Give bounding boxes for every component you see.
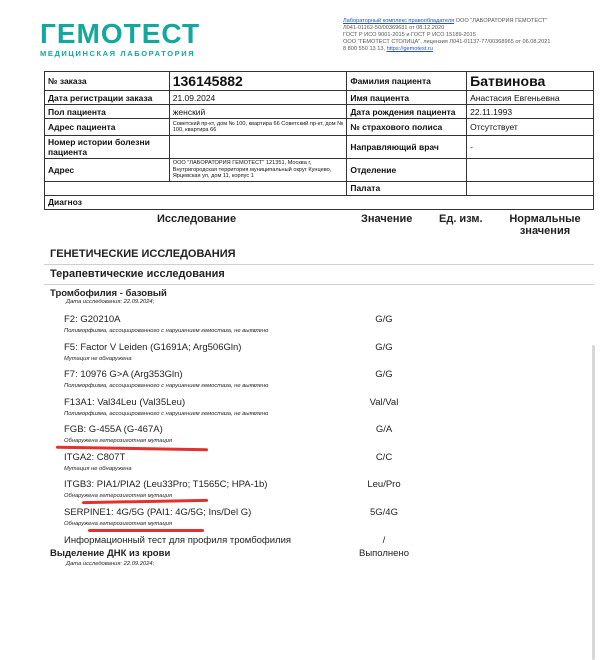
- history-number: [169, 136, 347, 159]
- divider: [44, 264, 594, 265]
- test-conclusion: Мутация не обнаружена: [64, 466, 132, 472]
- surname-label: Фамилия пациента: [347, 72, 467, 91]
- group-title: Тромбофилия - базовый: [50, 288, 167, 299]
- column-study: Исследование: [157, 213, 237, 225]
- test-value: 5G/4G: [370, 507, 398, 518]
- test-value: G/G: [375, 342, 393, 353]
- column-norm: Нормальные значения: [509, 213, 581, 237]
- test-name: Информационный тест для профиля тромбофилия: [64, 535, 292, 546]
- dna-title: Выделение ДНК из крови: [50, 548, 171, 559]
- patient-address: Советский пр-кт, дом № 100, квартира 66 Советский пр-кт, дом № 100, квартира 66: [169, 119, 347, 136]
- test-value: C/C: [375, 452, 393, 463]
- red-underline: [88, 529, 204, 532]
- test-name: FGB: G-455A (G-467A): [64, 424, 163, 435]
- test-value: G/G: [375, 314, 393, 325]
- test-value: /: [382, 535, 386, 546]
- birth-date: 22.11.1993: [467, 105, 594, 119]
- ward: [467, 181, 594, 195]
- order-number-label: № заказа: [45, 72, 170, 91]
- patient-name: Анастасия Евгеньевна: [467, 91, 594, 105]
- test-name: F13A1: Val34Leu (Val35Leu): [64, 397, 186, 408]
- group-date: Дата исследования: 22.09.2024;: [66, 299, 155, 305]
- column-unit: Ед. изм.: [439, 213, 483, 225]
- logo-subtitle: МЕДИЦИНСКАЯ ЛАБОРАТОРИЯ: [40, 49, 196, 58]
- test-conclusion: Полиморфизма, ассоциированного с нарушением гемостаза, не выявлено: [64, 383, 269, 389]
- order-number: 136145882: [169, 72, 347, 91]
- section-therapeutic: Терапевтические исследования: [50, 268, 225, 280]
- patient-info-table: № заказа 136145882 Фамилия пациента Батвинова Дата регистрации заказа 21.09.2024 Имя пациента Анастасия Евгеньевна Пол пациента женский Дата рождения пациента 22.11.1993 Адрес пациента Советский пр-кт, дом № 100, квартира 66 Советский пр-кт, дом № 100, квартира 66 № страхового полиса Отсутствует Номер истории болезни пациента Направляющий врач - Адрес ООО "ЛАБОРАТОРИЯ ГЕМОТЕСТ" 121351, Москва г, Внутригородская территория муниципальный округ Кунцево, Ярцевская ул, дом 11, корпус 1 Отделение Палата Диагноз: [44, 71, 594, 210]
- test-value: Leu/Pro: [367, 479, 401, 490]
- dna-value: Выполнено: [359, 548, 409, 559]
- diagnosis-label: Диагноз: [45, 195, 594, 209]
- test-value: G/G: [375, 369, 393, 380]
- test-name: F2: G20210A: [64, 314, 121, 325]
- test-name: ITGA2: C807T: [64, 452, 126, 463]
- surname: Батвинова: [467, 72, 594, 91]
- lab-complex-link[interactable]: Лабораторный комплекс правообладателя: [343, 18, 455, 24]
- site-link[interactable]: https://gemotest.ru: [386, 46, 433, 52]
- test-value: G/A: [375, 424, 393, 435]
- patient-sex: женский: [169, 105, 347, 119]
- test-value: Val/Val: [369, 397, 399, 408]
- scrollbar[interactable]: [592, 345, 595, 660]
- red-underline: [56, 446, 208, 452]
- test-conclusion: Полиморфизма, ассоциированного с нарушением гемостаза, не выявлено: [64, 328, 269, 334]
- logo-text: ГЕМОТЕСТ: [40, 18, 201, 49]
- test-conclusion: Обнаружена гетерозиготная мутация: [64, 521, 173, 527]
- referring-doctor: -: [467, 136, 594, 159]
- test-name: SERPINE1: 4G/5G (PAI1: 4G/5G; Ins/Del G): [64, 507, 252, 518]
- dna-date: Дата исследования: 22.09.2024;: [66, 561, 155, 567]
- test-conclusion: Полиморфизма, ассоциированного с нарушением гемостаза, не выявлено: [64, 411, 269, 417]
- test-name: ITGB3: PIA1/PIA2 (Leu33Pro; T1565C; HPA-1b): [64, 479, 268, 490]
- policy-number: Отсутствует: [467, 119, 594, 136]
- company-logo: [40, 20, 220, 58]
- section-genetic: ГЕНЕТИЧЕСКИЕ ИССЛЕДОВАНИЯ: [50, 248, 236, 260]
- lab-license-info: Лабораторный комплекс правообладателя ООО "ЛАБОРАТОРИЯ ГЕМОТЕСТ" Л041-01162-50/00369631 от 08.12.2020 ГОСТ Р ИСО 9001-2015 и ГОСТ Р ИСО 15189-2015 ООО "ГЕМОТЕСТ СТОЛИЦА", лицензия Л041-01137-77/00368965 от 06.08.2021 8 800 550 13 13, https://gemotest.ru: [343, 18, 551, 52]
- red-underline: [82, 499, 208, 504]
- test-conclusion: Обнаружена гетерозиготная мутация: [64, 438, 173, 444]
- test-name: F7: 10976 G>A (Arg353Gln): [64, 369, 183, 380]
- test-conclusion: Обнаружена гетерозиготная мутация: [64, 493, 173, 499]
- department: [467, 159, 594, 182]
- registration-date: 21.09.2024: [169, 91, 347, 105]
- lab-address: ООО "ЛАБОРАТОРИЯ ГЕМОТЕСТ" 121351, Москва г, Внутригородская территория муниципальный округ Кунцево, Ярцевская ул, дом 11, корпус 1: [169, 159, 347, 182]
- test-name: F5: Factor V Leiden (G1691A; Arg506Gln): [64, 342, 242, 353]
- column-value: Значение: [361, 213, 413, 225]
- divider: [44, 284, 594, 285]
- test-conclusion: Мутация не обнаружена: [64, 356, 132, 362]
